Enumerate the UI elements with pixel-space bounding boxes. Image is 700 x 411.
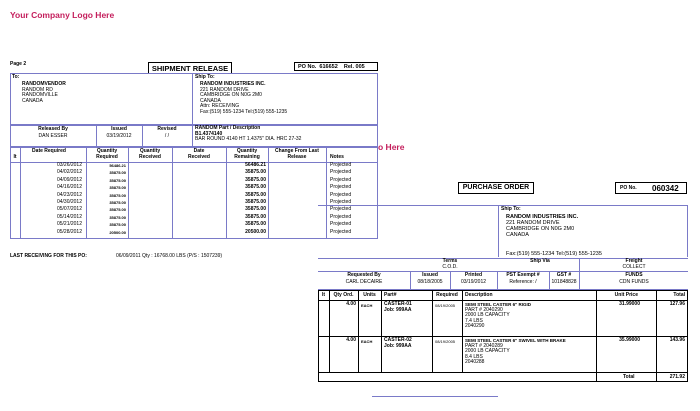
company-logo: Your Company Logo Here	[10, 10, 115, 20]
release-cell-remaining: 35875.00	[245, 169, 266, 176]
col-header: Change From Last Release	[275, 148, 319, 160]
item-required: 08/19/2005	[435, 303, 456, 308]
po-col-header: Unit Price	[614, 292, 638, 298]
item-job: Job: 999AA	[384, 342, 412, 349]
part-number: B1.4374140	[195, 130, 223, 137]
release-cell-remaining: 35875.00	[245, 176, 266, 183]
part-description	[195, 126, 301, 143]
item-qty: 4.00	[346, 337, 356, 343]
item-part	[384, 302, 412, 313]
purchase-order-title: PURCHASE ORDER	[458, 182, 534, 194]
rel-label: Rel.	[343, 64, 354, 70]
release-cell-notes: Projected	[330, 184, 352, 191]
release-cell-remaining: 35875.00	[245, 206, 266, 213]
release-cell-remaining: 35875.00	[245, 184, 266, 191]
desc-line: 2000 LB CAPACITY	[465, 348, 510, 355]
funds-value: CDN FUNDS	[619, 279, 649, 285]
item-description	[465, 302, 531, 330]
desc-line: PART # 2040290	[465, 306, 503, 313]
freight-value: COLLECT	[622, 264, 646, 270]
col-header: Notes	[330, 154, 344, 160]
shipto-line: CANADA	[200, 97, 221, 104]
release-cell-notes: Projected	[330, 213, 352, 220]
shipto-line: RANDOM INDUSTRIES INC.	[506, 214, 579, 220]
release-cell-remaining: 56486.21	[245, 162, 266, 168]
po-col-header: Qty Ord.	[333, 292, 354, 298]
release-cell-remaining: 35875.00	[245, 191, 266, 198]
item-part-number: CASTER-01	[384, 301, 412, 307]
item-units: EACH	[361, 303, 373, 308]
release-cell-qty: 35875.00	[109, 185, 126, 191]
item-units: EACH	[361, 339, 373, 344]
col-header: Date Received	[188, 148, 210, 160]
item-qty: 4.00	[346, 301, 356, 307]
to-line: RANDOMVILLE	[22, 92, 58, 99]
pst-label: PST Exempt #	[506, 272, 540, 278]
po-shipto-label: Ship To:	[501, 206, 521, 212]
po-shipto-address	[506, 214, 578, 238]
item-required: 08/19/2005	[435, 339, 456, 344]
shipto-line: CAMBRIDGE ON N0G 2M0	[200, 92, 262, 99]
release-cell-date: 04/16/2012	[56, 184, 82, 191]
release-cell-qty: 35875.00	[109, 222, 126, 228]
released-by-label: Released By	[38, 126, 68, 132]
po-col-header: It	[321, 292, 326, 298]
total-label: Total	[623, 374, 635, 380]
desc-line: 8.4 LBS	[465, 353, 483, 360]
desc-line: 7.4 LBS	[465, 317, 483, 324]
gst-label: GST #	[556, 272, 572, 278]
release-cell-notes: Projected	[330, 228, 352, 235]
release-cell-date: 04/30/2012	[56, 199, 82, 205]
terms-label: Terms	[442, 258, 458, 264]
release-cell-qty: 35875.00	[109, 170, 126, 176]
release-cell-notes: Projected	[330, 169, 352, 176]
col-header: Date Required	[32, 148, 66, 154]
release-cell-qty: 20500.00	[109, 229, 126, 235]
release-cell-notes: Projected	[330, 206, 352, 213]
po-col-header: Required	[436, 292, 458, 298]
col-header: Quantity Required	[96, 148, 118, 160]
to-address	[22, 82, 66, 104]
desc-line: 2000 LB CAPACITY	[465, 312, 510, 319]
po-number: 060342	[652, 184, 679, 193]
shipto-line: 221 RANDOM DRIVE	[506, 220, 560, 226]
shipto-line: Fax:(519) 555-1234 Tel:(519) 555-1235	[200, 108, 288, 115]
requested-by-label: Requested By	[347, 272, 381, 278]
revised-label: Revised	[157, 126, 177, 132]
col-header: It	[13, 154, 17, 160]
release-cell-date: 03/26/2012	[56, 162, 82, 168]
terms-value: C.O.D.	[442, 264, 458, 270]
to-line: RANDOM RD	[22, 86, 53, 93]
po-col-header: Description	[465, 292, 493, 298]
item-part	[384, 338, 412, 349]
release-cell-notes: Projected	[330, 176, 352, 183]
part-label: RANDOM Part / Description	[195, 125, 261, 131]
freight-label: Freight	[625, 258, 643, 264]
po-number-box	[615, 182, 687, 194]
issued-label: Issued	[422, 272, 438, 278]
release-cell-date: 05/14/2012	[56, 213, 82, 220]
col-header: Quantity Remaining	[234, 148, 260, 160]
col-header: Quantity Received	[139, 148, 161, 160]
pst-value: Reference: /	[509, 279, 537, 285]
po-label: PO No.	[620, 185, 637, 191]
release-po-box	[294, 62, 378, 71]
printed-value: 03/19/2012	[460, 279, 487, 285]
release-cell-qty: 35875.00	[109, 177, 126, 183]
release-cell-qty: 35875.00	[109, 207, 126, 213]
requested-by-value: CARL DECAIRE	[345, 279, 383, 285]
item-job: Job: 999AA	[384, 306, 412, 313]
desc-line: SEMI STEEL CASTER 6" RIGID	[465, 302, 532, 307]
rel-number: 005	[355, 64, 365, 70]
released-by-value: DAN ESSER	[38, 133, 68, 139]
release-cell-remaining: 35875.00	[245, 221, 266, 228]
desc-line: PART # 2040289	[465, 342, 503, 349]
shipto-line: Attn: RECEIVING	[200, 103, 240, 110]
release-cell-qty: 35875.00	[109, 214, 126, 220]
gst-value: 101848828	[551, 279, 577, 285]
page-number: Page 2	[10, 61, 27, 67]
item-part-number: CASTER-02	[384, 337, 412, 343]
shipvia-label: Ship Via	[530, 258, 550, 264]
item-description	[465, 338, 566, 366]
release-cell-notes: Projected	[330, 191, 352, 198]
release-shipto-address	[200, 82, 287, 116]
to-line: RANDOMVENDOR	[22, 81, 66, 87]
po-fax: Fax:(519) 555-1234 Tel:(519) 555-1235	[506, 251, 602, 257]
po-label: PO No.	[298, 64, 317, 70]
desc-line: 2040288	[465, 359, 485, 366]
to-label: To:	[12, 74, 20, 80]
part-desc: BAR ROUND 4140 HT 1.4375" DIA. HRC 27-32	[195, 136, 302, 143]
shipto-line: CAMBRIDGE ON N0G 2M0	[506, 226, 575, 232]
release-cell-remaining: 35875.00	[245, 199, 266, 205]
item-total: 143.96	[669, 337, 685, 343]
release-cell-date: 04/09/2012	[56, 176, 82, 183]
release-cell-date: 05/28/2012	[56, 228, 82, 235]
release-cell-notes: Projected	[330, 199, 352, 205]
release-cell-qty: 35875.00	[109, 200, 126, 205]
item-unit-price: 31.99000	[619, 301, 640, 307]
desc-line: 2040290	[465, 323, 485, 330]
desc-line: SEMI STEEL CASTER 6" SWIVEL WITH BRAKE	[465, 338, 566, 343]
po-col-header: Units	[363, 292, 376, 298]
release-cell-date: 05/21/2012	[56, 221, 82, 228]
revised-value: / /	[164, 133, 170, 139]
funds-label: FUNDS	[625, 272, 643, 278]
po-col-header: Part#	[384, 292, 397, 298]
company-logo-partial: o Here	[378, 142, 405, 152]
shipto-line: RANDOM INDUSTRIES INC.	[200, 81, 266, 87]
issued-label: Issued	[111, 126, 127, 132]
last-receiving-label: LAST RECEIVING FOR THIS PO:	[10, 253, 87, 259]
release-cell-date: 04/02/2012	[56, 169, 82, 176]
shipment-release-title: SHIPMENT RELEASE	[148, 62, 232, 74]
release-cell-remaining: 35875.00	[245, 213, 266, 220]
release-cell-qty: 56486.21	[109, 163, 126, 168]
release-cell-notes: Projected	[330, 162, 352, 168]
last-receiving-value: 06/09/2011 Qty : 16768.00 LBS (P/S : 1507239)	[116, 253, 223, 259]
release-cell-qty: 35875.00	[109, 192, 126, 198]
printed-label: Printed	[464, 272, 483, 278]
release-cell-remaining: 20500.00	[245, 228, 266, 235]
item-total: 127.96	[669, 301, 685, 307]
po-col-header: Total	[673, 292, 685, 298]
issued-value: 08/18/2005	[417, 279, 443, 285]
item-unit-price: 35.99000	[619, 337, 640, 343]
issued-value: 03/19/2012	[106, 133, 132, 139]
release-cell-date: 04/23/2012	[56, 191, 82, 198]
shipto-line: 221 RANDOM DRIVE	[200, 86, 249, 93]
release-cell-notes: Projected	[330, 221, 352, 228]
total-value: 271.92	[669, 374, 685, 380]
shipto-label: Ship To:	[195, 74, 215, 80]
to-line: CANADA	[22, 97, 43, 104]
shipto-line: CANADA	[506, 232, 529, 238]
release-cell-date: 05/07/2012	[56, 206, 82, 213]
po-number: 616652	[319, 64, 338, 70]
